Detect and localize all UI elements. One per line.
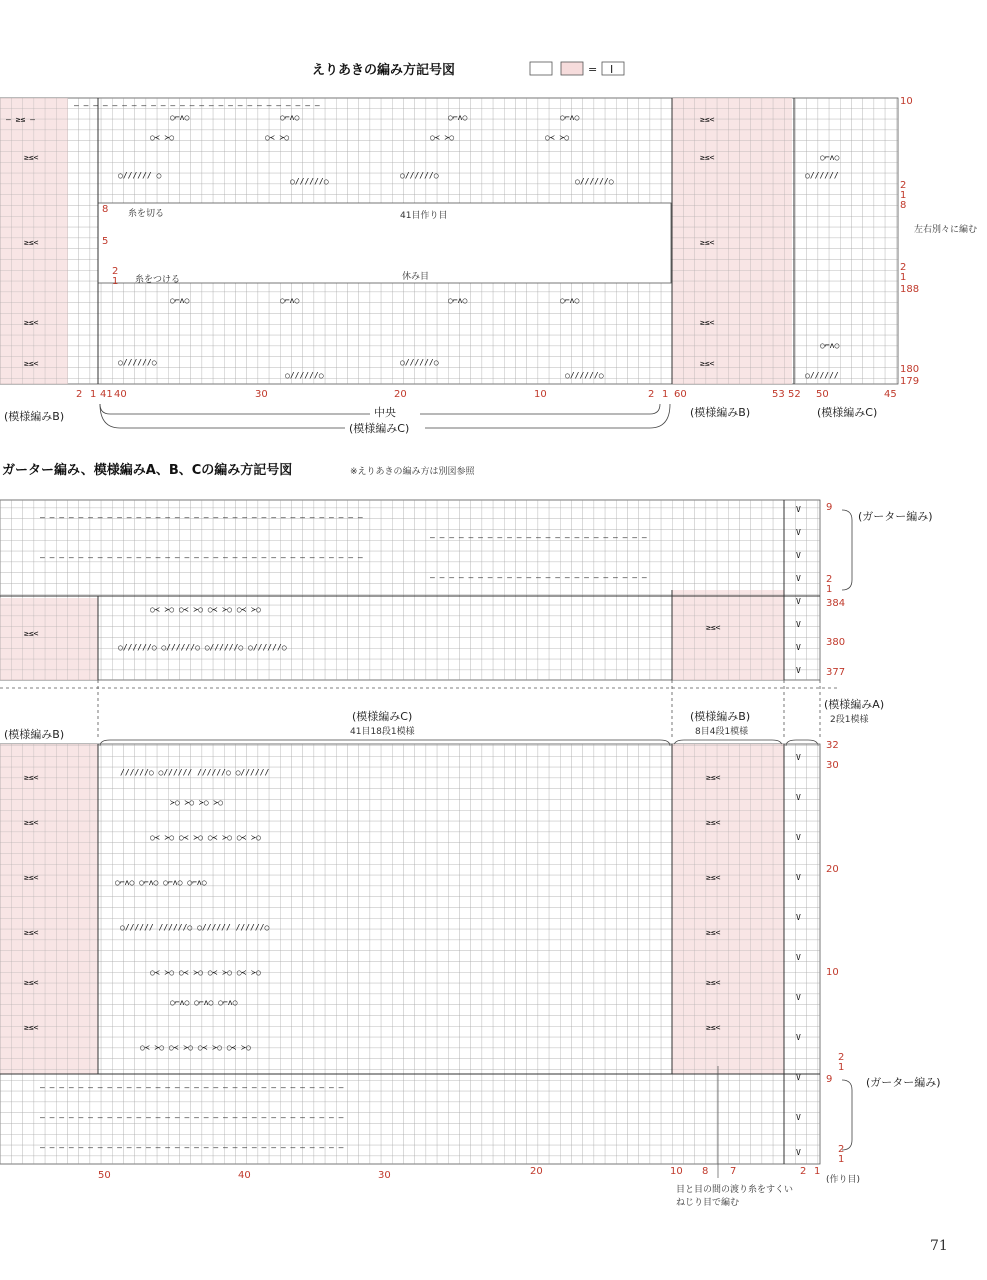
svg-text:V: V xyxy=(796,913,801,922)
svg-text:V: V xyxy=(796,873,801,882)
legend xyxy=(530,62,624,76)
svg-text:188: 188 xyxy=(900,284,920,295)
svg-text:1: 1 xyxy=(900,272,907,283)
svg-text:≻○ ≻○ ≻○ ≻○: ≻○ ≻○ ≻○ ≻○ xyxy=(170,798,223,807)
svg-text:— — — — — — — — — — — — — — —: — — — — — — — — — — — — — — — — — — — — — — — xyxy=(430,573,647,582)
annotation-attach-yarn: 糸をつける xyxy=(135,275,181,285)
svg-text:V: V xyxy=(796,528,801,537)
svg-text:— — — — — — — — — — — — — — —: — — — — — — — — — — — — — — — — — — — — — — — — — — — — — — — — xyxy=(40,1113,344,1122)
svg-text:V: V xyxy=(796,1033,801,1042)
svg-text:≥≤<: ≥≤< xyxy=(706,873,721,882)
svg-text:○//////○ ○//////○ ○//////○: ○//////○ ○//////○ ○//////○ ○//////○ xyxy=(118,643,287,652)
svg-text:2: 2 xyxy=(900,262,907,273)
svg-text:≥≤<: ≥≤< xyxy=(700,238,715,247)
svg-text:380: 380 xyxy=(826,637,846,648)
svg-text:≥≤<: ≥≤< xyxy=(706,623,721,632)
svg-text:○⌐ʌ○: ○⌐ʌ○ xyxy=(448,113,468,122)
svg-text:≥≤<: ≥≤< xyxy=(24,318,39,327)
svg-text:≥≤<: ≥≤< xyxy=(700,115,715,124)
svg-text:○⌐ʌ○ ○⌐ʌ○ ○⌐ʌ○ ○⌐ʌ○: ○⌐ʌ○ ○⌐ʌ○ ○⌐ʌ○ ○⌐ʌ○ xyxy=(115,878,207,887)
svg-text:30: 30 xyxy=(378,1170,391,1181)
svg-text:≥≤<: ≥≤< xyxy=(700,359,715,368)
svg-text:V: V xyxy=(796,574,801,583)
svg-text:8: 8 xyxy=(102,204,109,215)
svg-text:≥≤<: ≥≤< xyxy=(706,1023,721,1032)
annotation-cast-on: 41目作り目 xyxy=(400,211,448,221)
svg-text:9: 9 xyxy=(826,1074,833,1085)
svg-text:○≺ ≻○ ○≺ ≻○ ○≺ ≻○ ○≺: ○≺ ≻○ ○≺ ≻○ ○≺ ≻○ ○≺ ≻○ xyxy=(150,605,261,614)
svg-text:10: 10 xyxy=(534,389,547,400)
top-chart-title: えりあきの編み方記号図 xyxy=(312,63,456,78)
svg-text:60: 60 xyxy=(674,389,687,400)
svg-text:52: 52 xyxy=(788,389,801,400)
annotation-rest-stitches: 休み目 xyxy=(402,272,430,282)
cast-on-label: (作り目) xyxy=(826,1175,861,1185)
svg-text:2: 2 xyxy=(838,1144,845,1155)
svg-text:50: 50 xyxy=(98,1170,111,1181)
svg-text:40: 40 xyxy=(114,389,127,400)
svg-text:32: 32 xyxy=(826,740,839,751)
bottom-upper-grid xyxy=(0,500,820,680)
svg-text:384: 384 xyxy=(826,598,846,609)
svg-text:10: 10 xyxy=(900,96,913,107)
annotation-cut-yarn: 糸を切る xyxy=(128,209,165,219)
svg-text:V: V xyxy=(796,551,801,560)
svg-text:≥≤<: ≥≤< xyxy=(700,153,715,162)
svg-text:45: 45 xyxy=(884,389,897,400)
svg-text:○//////: ○////// xyxy=(805,171,839,180)
svg-text:○////// //////○ ○//////: ○////// //////○ ○////// //////○ xyxy=(120,923,270,932)
svg-text:20: 20 xyxy=(530,1166,543,1177)
svg-text:○⌐ʌ○: ○⌐ʌ○ xyxy=(170,113,190,122)
svg-text:V: V xyxy=(796,833,801,842)
svg-text:— — — — — — — — — — — — — — —: — — — — — — — — — — — — — — — — — — — — — — — xyxy=(430,533,647,542)
svg-text:1: 1 xyxy=(826,584,833,595)
svg-text:30: 30 xyxy=(826,760,839,771)
annotation-side-note: 左右別々に編む xyxy=(914,225,978,235)
svg-text:V: V xyxy=(796,597,801,606)
svg-text:○⌐ʌ○: ○⌐ʌ○ xyxy=(280,113,300,122)
svg-text:2: 2 xyxy=(76,389,83,400)
top-bracket-pattern-c: (模様編みC) xyxy=(349,422,410,435)
garter-upper-label: (ガーター編み) xyxy=(858,510,933,523)
svg-text:20: 20 xyxy=(826,864,839,875)
svg-text:53: 53 xyxy=(772,389,785,400)
svg-text:≥≤<: ≥≤< xyxy=(24,978,39,987)
top-right-row-numbers xyxy=(900,96,919,387)
svg-text:— — — — — — — — — — — — — — —: — — — — — — — — — — — — — — — — — — — — — — — — — — — — — — — — — — xyxy=(40,513,363,522)
svg-text:○≺ ≻○: ○≺ ≻○ xyxy=(430,133,455,142)
svg-text:30: 30 xyxy=(255,389,268,400)
svg-text:≥≤<: ≥≤< xyxy=(24,818,39,827)
bottom-lower-row-numbers xyxy=(826,740,844,1165)
svg-text:41: 41 xyxy=(100,389,113,400)
svg-text:○≺ ≻○ ○≺ ≻○ ○≺ ≻○: ○≺ ≻○ ○≺ ≻○ ○≺ ≻○ ○≺ ≻○ xyxy=(140,1043,251,1052)
svg-text:— — — — — — — — — — — — — — —: — — — — — — — — — — — — — — — — — — — — — — — — — — — — — — — — xyxy=(40,1083,344,1092)
svg-text:○≺ ≻○ ○≺ ≻○ ○≺ ≻○: ○≺ ≻○ ○≺ ≻○ ○≺ ≻○ ○≺ ≻○ xyxy=(150,833,261,842)
svg-text:1: 1 xyxy=(814,1166,821,1177)
svg-text:≥≤<: ≥≤< xyxy=(24,238,39,247)
svg-text:○≺ ≻○: ○≺ ≻○ xyxy=(150,133,175,142)
pattern-b-right-sub: 8目4段1模様 xyxy=(695,727,749,737)
svg-text:1: 1 xyxy=(838,1062,845,1073)
svg-text:○//////○: ○//////○ xyxy=(575,177,614,186)
svg-text://////○ ○////// //////○: //////○ ○////// //////○ ○////// xyxy=(120,768,270,777)
svg-text:≥≤<: ≥≤< xyxy=(24,1023,39,1032)
svg-text:○//////○: ○//////○ xyxy=(285,371,324,380)
pattern-a-sub: 2段1模様 xyxy=(830,715,869,725)
pattern-b-left-label: (模様編みB) xyxy=(4,728,65,741)
svg-text:1: 1 xyxy=(900,190,907,201)
svg-text:≥≤<: ≥≤< xyxy=(24,359,39,368)
svg-text:○⌐ʌ○: ○⌐ʌ○ xyxy=(560,296,580,305)
top-bracket-pattern-b-right: (模様編みB) xyxy=(690,406,751,419)
svg-text:○⌐ʌ○: ○⌐ʌ○ xyxy=(820,341,840,350)
bottom-column-numbers xyxy=(98,1166,820,1181)
svg-text:V: V xyxy=(796,953,801,962)
svg-text:○⌐ʌ○: ○⌐ʌ○ xyxy=(280,296,300,305)
svg-text:V: V xyxy=(796,620,801,629)
svg-text:8: 8 xyxy=(702,1166,709,1177)
svg-text:V: V xyxy=(796,1073,801,1082)
svg-text:≥≤<: ≥≤< xyxy=(24,928,39,937)
pattern-c-sub: 41目18段1模様 xyxy=(350,727,415,737)
svg-text:50: 50 xyxy=(816,389,829,400)
svg-text:2: 2 xyxy=(648,389,655,400)
footnote-line-2: ねじり目で編む xyxy=(676,1198,740,1208)
top-bracket-pattern-b-left: (模様編みB) xyxy=(4,410,65,423)
svg-text:2: 2 xyxy=(900,180,907,191)
garter-lower-label: (ガーター編み) xyxy=(866,1076,941,1089)
svg-text:○≺ ≻○: ○≺ ≻○ xyxy=(545,133,570,142)
annotation-center: 中央 xyxy=(374,406,396,419)
svg-text:5: 5 xyxy=(102,236,109,247)
svg-text:○⌐ʌ○: ○⌐ʌ○ xyxy=(820,153,840,162)
svg-text:≥≤<: ≥≤< xyxy=(706,928,721,937)
svg-text:40: 40 xyxy=(238,1170,251,1181)
legend-equals: = xyxy=(588,63,598,76)
top-bottom-numbers xyxy=(76,389,897,400)
svg-text:V: V xyxy=(796,1148,801,1157)
svg-text:377: 377 xyxy=(826,667,846,678)
svg-text:V: V xyxy=(796,793,801,802)
garter-lower-bracket xyxy=(842,1080,852,1150)
svg-text:179: 179 xyxy=(900,376,920,387)
svg-text:V: V xyxy=(796,993,801,1002)
svg-text:○⌐ʌ○: ○⌐ʌ○ xyxy=(448,296,468,305)
bottom-chart-note: ※えりあきの編み方は別図参照 xyxy=(350,467,475,477)
svg-text:180: 180 xyxy=(900,364,920,375)
svg-text:8: 8 xyxy=(900,200,907,211)
svg-text:20: 20 xyxy=(394,389,407,400)
svg-text:1: 1 xyxy=(112,276,119,287)
svg-text:≥≤<: ≥≤< xyxy=(24,629,39,638)
garter-upper-bracket xyxy=(842,510,852,590)
svg-text:○//////: ○////// xyxy=(805,371,839,380)
svg-text:○⌐ʌ○: ○⌐ʌ○ xyxy=(560,113,580,122)
svg-text:≥≤<: ≥≤< xyxy=(706,978,721,987)
svg-text:○//////○: ○//////○ xyxy=(400,171,439,180)
svg-text:○//////○: ○//////○ xyxy=(290,177,329,186)
legend-purl-symbol: I xyxy=(610,63,614,76)
svg-text:○//////○: ○//////○ xyxy=(565,371,604,380)
svg-text:— — — — — — — — — — — — — — —: — — — — — — — — — — — — — — — — — — — — — — — — — — — — — — — — xyxy=(40,1143,344,1152)
svg-text:— ≥≤ —: — ≥≤ — xyxy=(6,115,35,124)
bottom-main-grid xyxy=(0,744,820,1164)
svg-text:○≺ ≻○ ○≺ ≻○ ○≺ ≻○: ○≺ ≻○ ○≺ ≻○ ○≺ ≻○ ○≺ ≻○ xyxy=(150,968,261,977)
svg-text:○////// ○: ○////// ○ xyxy=(118,171,162,180)
svg-text:○⌐ʌ○ ○⌐ʌ○ ○⌐ʌ○: ○⌐ʌ○ ○⌐ʌ○ ○⌐ʌ○ xyxy=(170,998,238,1007)
svg-text:2: 2 xyxy=(826,574,833,585)
svg-text:2: 2 xyxy=(838,1052,845,1063)
svg-text:9: 9 xyxy=(826,502,833,513)
svg-text:○//////○: ○//////○ xyxy=(118,358,157,367)
svg-text:10: 10 xyxy=(826,967,839,978)
pattern-c-label: (模様編みC) xyxy=(352,710,413,723)
top-bracket-pattern-c-right: (模様編みC) xyxy=(817,406,878,419)
svg-text:10: 10 xyxy=(670,1166,683,1177)
svg-text:○≺ ≻○: ○≺ ≻○ xyxy=(265,133,290,142)
svg-text:V: V xyxy=(796,505,801,514)
svg-text:≥≤<: ≥≤< xyxy=(24,773,39,782)
svg-text:1: 1 xyxy=(662,389,669,400)
svg-text:V: V xyxy=(796,1113,801,1122)
svg-text:1: 1 xyxy=(838,1154,845,1165)
svg-text:≥≤<: ≥≤< xyxy=(700,318,715,327)
bottom-chart-title: ガーター編み、模様編みA、B、Cの編み方記号図 xyxy=(2,463,293,478)
svg-text:≥≤<: ≥≤< xyxy=(706,818,721,827)
svg-text:V: V xyxy=(796,753,801,762)
svg-text:2: 2 xyxy=(112,266,119,277)
page-number: 71 xyxy=(930,1238,948,1254)
pattern-a-label: (模様編みA) xyxy=(824,698,885,711)
svg-text:≥≤<: ≥≤< xyxy=(24,873,39,882)
svg-text:— — — — — — — — — — — — — — —: — — — — — — — — — — — — — — — — — — — — — — — — — — — — — — — — — — xyxy=(40,553,363,562)
svg-text:≥≤<: ≥≤< xyxy=(24,153,39,162)
svg-text:7: 7 xyxy=(730,1166,737,1177)
svg-text:≥≤<: ≥≤< xyxy=(706,773,721,782)
svg-text:○//////○: ○//////○ xyxy=(400,358,439,367)
svg-text:V: V xyxy=(796,666,801,675)
svg-text:1: 1 xyxy=(90,389,97,400)
svg-text:2: 2 xyxy=(800,1166,807,1177)
svg-text:○⌐ʌ○: ○⌐ʌ○ xyxy=(170,296,190,305)
svg-text:— — — — — — — — — — — — — — —: — — — — — — — — — — — — — — — — — — — — — — — — — — xyxy=(74,101,320,110)
pattern-b-right-label: (模様編みB) xyxy=(690,710,751,723)
svg-text:V: V xyxy=(796,643,801,652)
footnote-line-1: 目と目の間の渡り糸をすくい xyxy=(676,1185,794,1195)
